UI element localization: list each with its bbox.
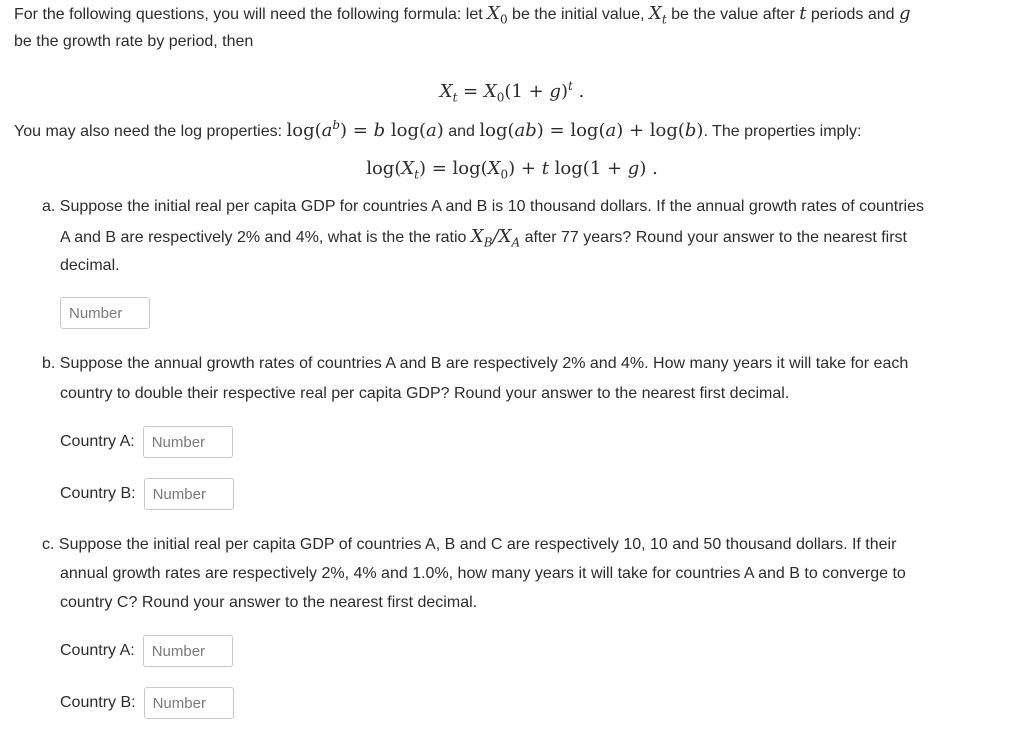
math-t: t (799, 3, 807, 24)
math-g: g (898, 3, 911, 24)
math-xt: $X_t$ (649, 3, 667, 27)
answer-b-country-a-row (60, 426, 233, 458)
log-suffix: . The properties imply: (703, 123, 862, 140)
question-c-line-1: c. Suppose the initial real per capita GDP of countries A, B and C are respectively 10, 10 and 50 thousand dollars. If their (42, 536, 897, 553)
intro-text: For the following questions, you will need the following formula: let (14, 6, 488, 23)
question-b-line-2: country to double their respective real per capita GDP? Round your answer to the nearest first decimal. (60, 385, 790, 402)
question-b-line-1: b. Suppose the annual growth rates of countries A and B are respectively 2% and 4%. How many years it will take for each (42, 355, 909, 372)
answer-b-country-b-input[interactable] (144, 478, 234, 510)
question-a-line-1: a. Suppose the initial real per capita GDP for countries A and B is 10 thousand dollars. If the annual growth rates of countries (42, 198, 925, 215)
intro-text: be the value after (666, 6, 800, 23)
country-b-label: Country B: (60, 485, 136, 502)
intro-text: be the initial value, (507, 6, 650, 23)
question-a-text: after 77 years? Round your answer to the nearest first (520, 229, 907, 246)
math-log-power: $\log(a^b) = b$ log(a) (286, 118, 444, 141)
question-a-line-2 (60, 226, 907, 254)
answer-c-country-b-input[interactable] (144, 687, 234, 719)
question-c-line-3: country C? Round your answer to the nearest first decimal. (60, 594, 478, 611)
question-c-line-2: annual growth rates are respectively 2%, 4% and 1.0%, how many years it will take for countries A and B to converge to (60, 565, 906, 582)
math-log-product: log(ab) = log(a) + log(b) (479, 120, 704, 141)
log-properties-line (14, 114, 861, 143)
question-a-text: A and B are respectively 2% and 4%, what is the the ratio (60, 229, 471, 246)
answer-c-country-a-row (60, 635, 233, 667)
intro-line-1 (14, 3, 911, 31)
answer-c-country-a-input[interactable] (143, 635, 233, 667)
log-formula: $\log(X_t) = \log(X_0) + t$ log(1 + g) . (366, 158, 658, 182)
answer-b-country-a-input[interactable] (143, 426, 233, 458)
answer-a-row (60, 297, 150, 329)
log-and: and (443, 123, 480, 140)
math-ratio: $X_B/X_A$ (470, 226, 521, 250)
country-a-label: Country A: (60, 642, 135, 659)
answer-b-country-b-row (60, 478, 234, 510)
intro-line-2: be the growth rate by period, then (14, 33, 254, 50)
growth-formula: $X_t = X_0(1 + g)^t$ . (439, 79, 585, 105)
country-b-label: Country B: (60, 694, 136, 711)
intro-text: periods and (806, 6, 899, 23)
question-a-line-3: decimal. (60, 257, 120, 274)
answer-c-country-b-row (60, 687, 234, 719)
math-x0: $X_0$ (487, 3, 508, 27)
log-prefix: You may also need the log properties: (14, 123, 287, 140)
country-a-label: Country A: (60, 433, 135, 450)
answer-a-input[interactable] (60, 297, 150, 329)
